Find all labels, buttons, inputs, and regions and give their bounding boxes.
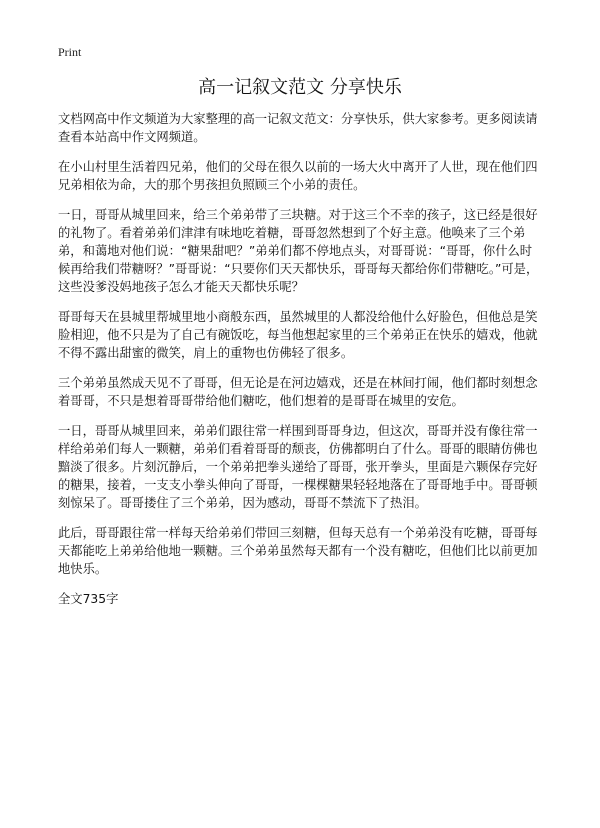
print-link[interactable]: Print	[58, 45, 82, 59]
article-paragraph: 哥哥每天在县城里帮城里地小商般东西，虽然城里的人都没给他什么好脸色，但他总是笑脸相迎，他不只是为了自己有碗饭吃，每当他想起家里的三个弟弟正在快乐的嬉戏，他就不得不露出甜蜜的微笑，肩上的重物也仿佛轻了很多。	[58, 310, 538, 360]
article-paragraph: 三个弟弟虽然成天见不了哥哥，但无论是在河边嬉戏，还是在林间打闹，他们都时刻想念着哥哥，不只是想着哥哥带给他们糖吃，他们想着的是哥哥在城里的安危。	[58, 376, 538, 408]
article-paragraph: 一日，哥哥从城里回来，弟弟们跟往常一样围到哥哥身边，但这次，哥哥并没有像往常一样给弟弟们每人一颗糖，弟弟们看着哥哥的颓丧，仿佛都明白了什么。哥哥的眼睛仿佛也黯淡了很多。片刻沉静后，一个弟弟把拳头递给了哥哥，张开拳头，里面是六颗保存完好的糖果，接着，一支支小拳头伸向了哥哥，一棵棵糖果轻轻地落在了哥哥地手中。哥哥顿刻惊呆了。哥哥搂住了三个弟弟，因为感动，哥哥不禁流下了热泪。	[58, 424, 538, 510]
word-count: 全文735字	[58, 592, 119, 606]
article-paragraph: 一日，哥哥从城里回来，给三个弟弟带了三块糖。对于这三个不幸的孩子，这已经是很好的礼物了。看着弟弟们津津有味地吃着糖，哥哥忽然想到了个好主意。他唤来了三个弟弟，和蔼地对他们说：“糖果甜吧？”弟弟们都不停地点头，对哥哥说：“哥哥，你什么时候再给我们带糖呀？”哥哥说：“只要你们天天都快乐，哥哥每天都给你们带糖吃。”可是，这些没爹没妈地孩子怎么才能天天都快乐呢？	[58, 208, 539, 294]
article-paragraph: 文档网高中作文频道为大家整理的高一记叙文范文：分享快乐，供大家参考。更多阅读请查看本站高中作文网频道。	[58, 112, 538, 144]
article-title: 高一记叙文范文 分享快乐	[198, 77, 402, 98]
article-body	[58, 110, 542, 578]
article-paragraph: 此后，哥哥跟往常一样每天给弟弟们带回三刻糖，但每天总有一个弟弟没有吃糖，哥哥每天都能吃上弟弟给他地一颗糖。三个弟弟虽然每天都有一个没有糖吃，但他们比以前更加地快乐。	[58, 526, 538, 576]
article-paragraph: 在小山村里生活着四兄弟，他们的父母在很久以前的一场大火中离开了人世，现在他们四兄弟相依为命，大的那个男孩担负照顾三个小弟的责任。	[58, 160, 538, 192]
